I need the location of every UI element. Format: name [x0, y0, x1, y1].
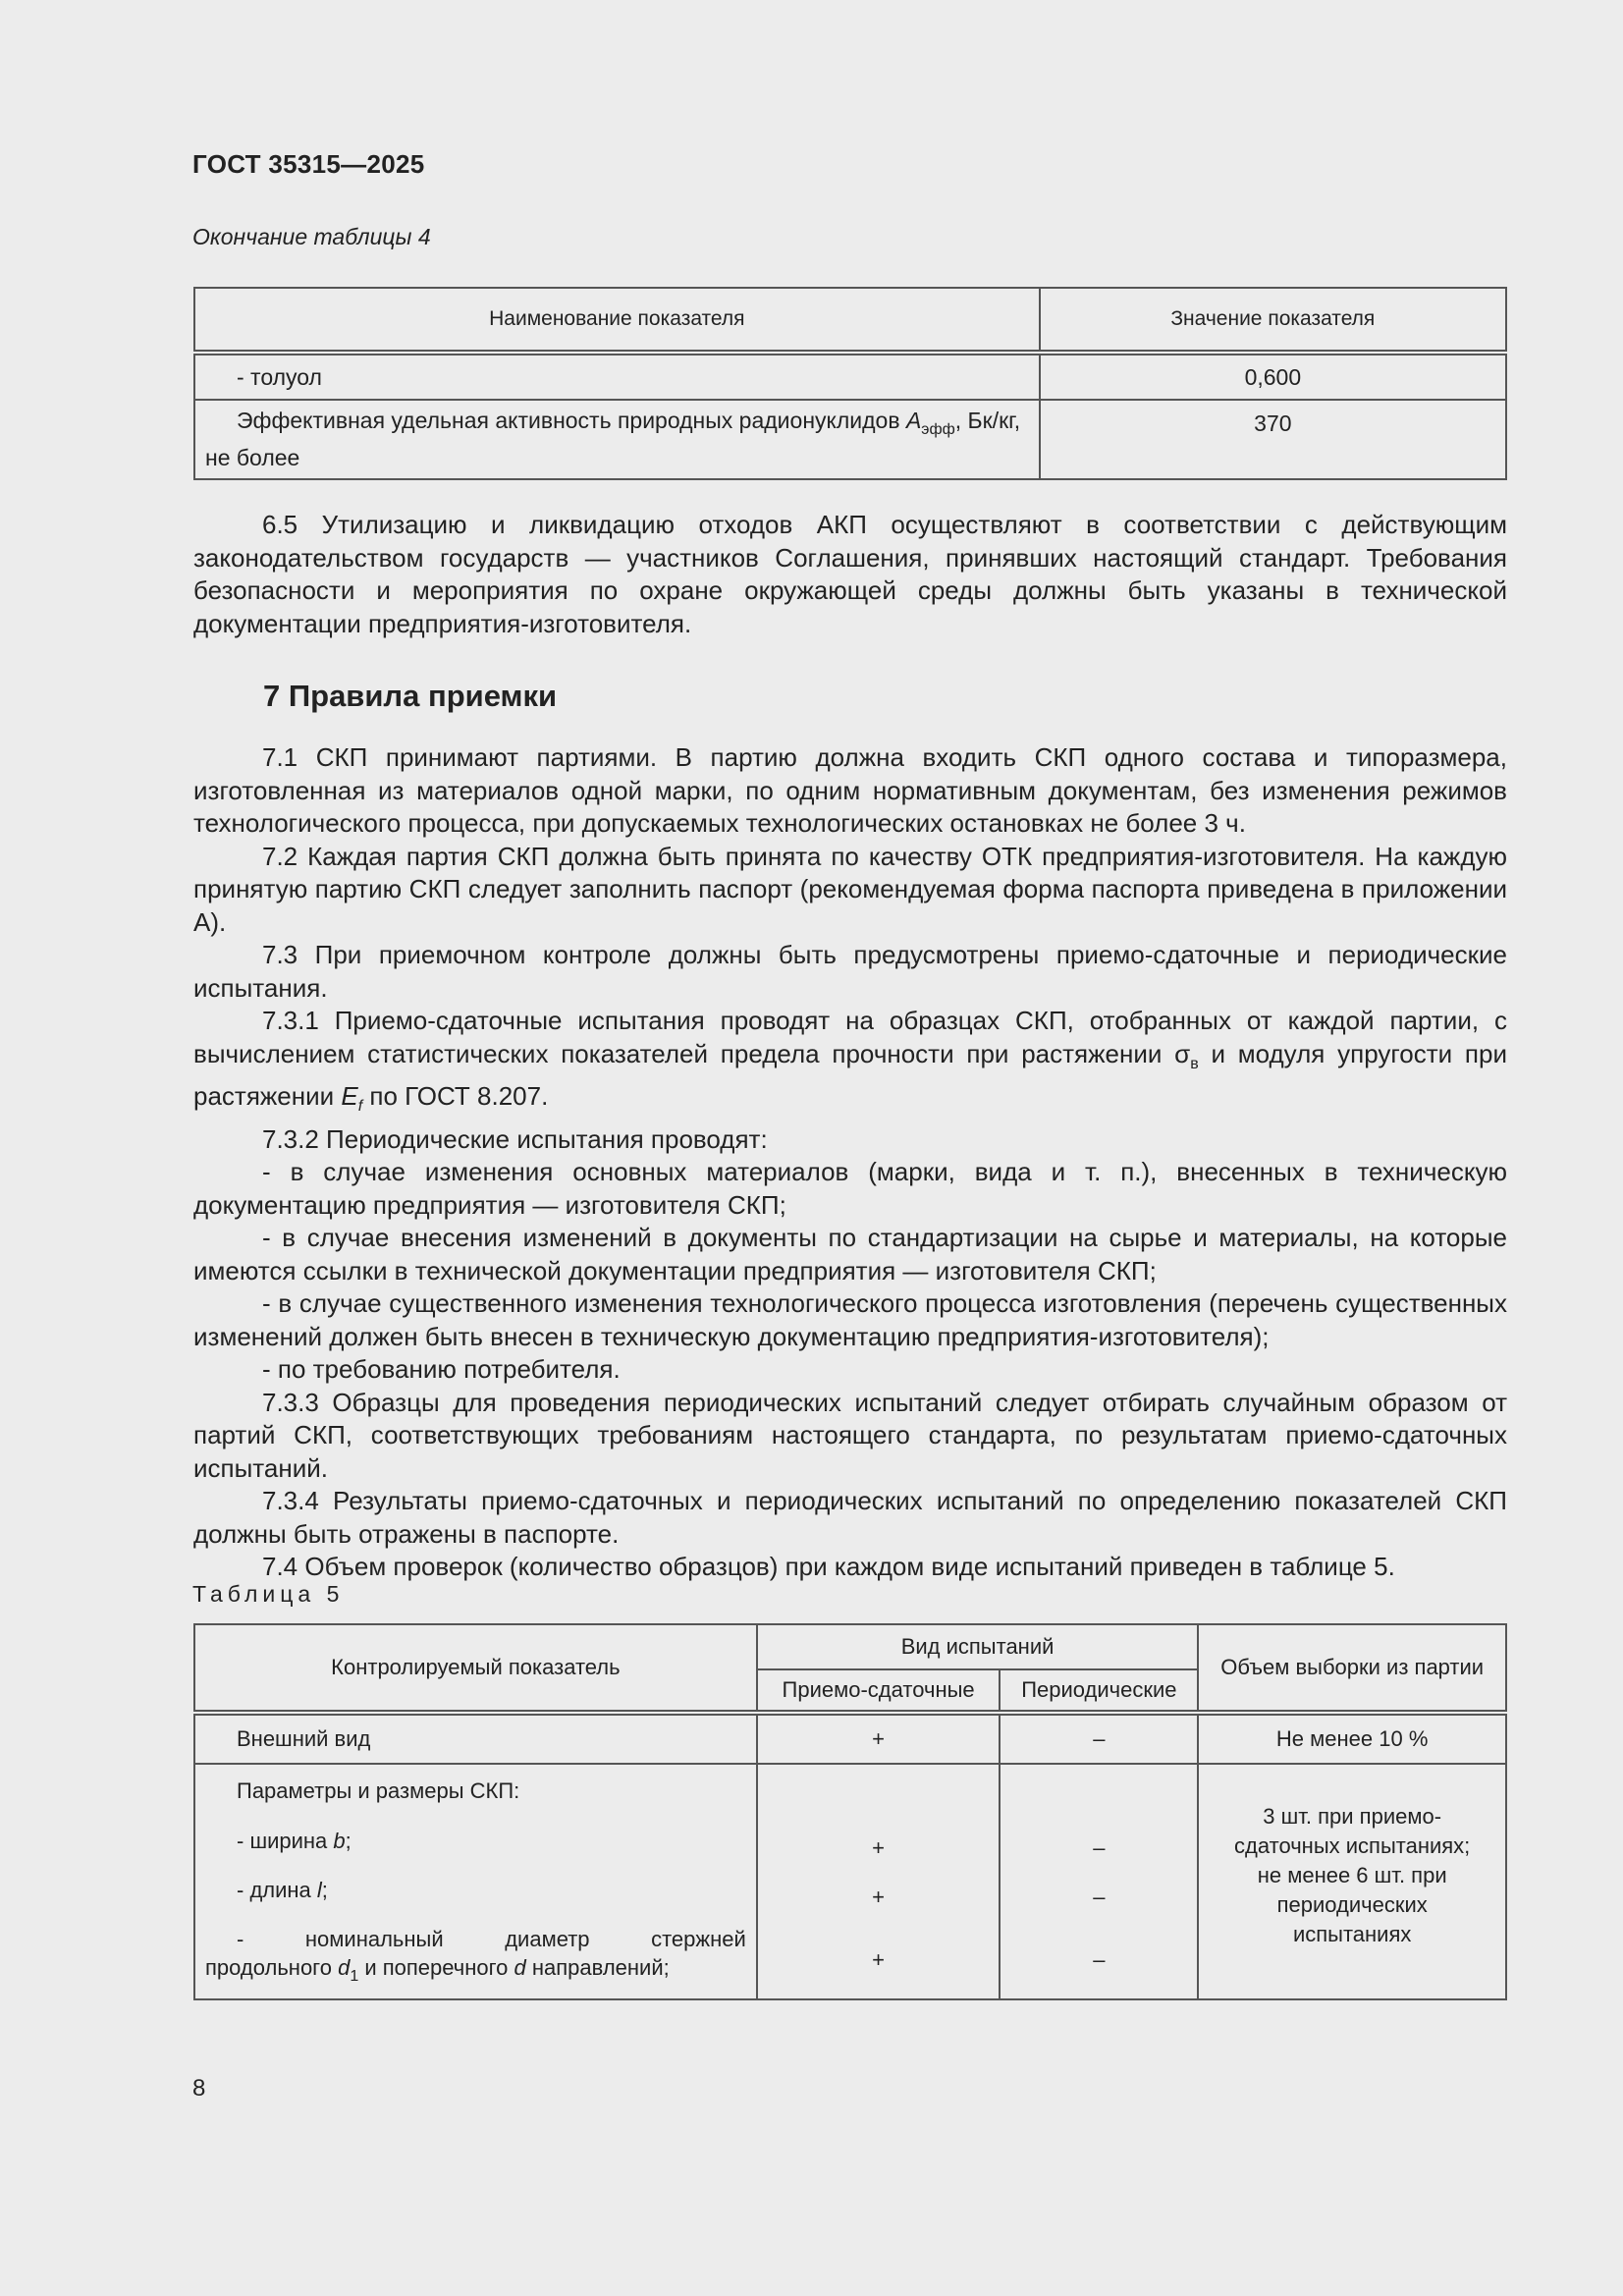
- group-title: Параметры и размеры СКП:: [237, 1778, 520, 1803]
- table-5: [193, 1623, 1507, 2000]
- header-indicator-value: Значение показателя: [1040, 288, 1506, 353]
- cell-mark: +: [872, 1835, 886, 1860]
- paragraph-7-3: 7.3 При приемочном контроле должны быть предусмотрены приемо-сдаточные и периодические испытания.: [193, 940, 1507, 1003]
- row-name: - толуол: [194, 353, 1040, 400]
- cell-mark: –: [1093, 1885, 1106, 1909]
- list-item: - в случае существенного изменения технологического процесса изготовления (перечень существенных изменений должен быть внесен в техническую документацию предприятия-изготовителя);: [193, 1288, 1507, 1351]
- list-item-continuation: продольного $d_1$ и поперечного d направлений;: [205, 1955, 670, 1985]
- row-value: 0,600: [1040, 353, 1506, 400]
- cell-mark: –: [1093, 1947, 1106, 1972]
- list-item: - длина l;: [237, 1878, 328, 1902]
- table-4: [193, 287, 1507, 480]
- header-acceptance: Приемо-сдаточные: [757, 1669, 1001, 1713]
- header-param: Контролируемый показатель: [194, 1624, 757, 1713]
- table-row: [194, 1713, 1506, 1764]
- cell-mark: +: [872, 1947, 886, 1972]
- row-acceptance: +: [757, 1713, 1001, 1764]
- list-item: - ширина b;: [237, 1829, 352, 1853]
- page-number: 8: [192, 2075, 206, 2102]
- list-item: - номинальный диаметр стержней: [237, 1927, 746, 1951]
- paragraph-7-3-3: 7.3.3 Образцы для проведения периодических испытаний следует отбирать случайным образом от партий СКП, соответствующих требованиям настоящего стандарта, по результатам приемо-сдаточных испытаний.: [193, 1387, 1507, 1483]
- paragraph-7-1: 7.1 СКП принимают партиями. В партию должна входить СКП одного состава и типоразмера, изготовленная из материалов одной марки, по одним нормативным документам, без изменения режимов технологического процесса, при допускаемых технологических остановках не более 3 ч.: [193, 742, 1507, 838]
- table-header-row: [194, 288, 1506, 353]
- paragraph-7-3-2: 7.3.2 Периодические испытания проводят:: [262, 1123, 768, 1154]
- paragraph-7-2: 7.2 Каждая партия СКП должна быть принята по качеству ОТК предприятия-изготовителя. На каждую принятую партию СКП следует заполнить паспорт (рекомендуемая форма паспорта приведена в приложении А).: [193, 841, 1507, 937]
- group-periodic: [1000, 1764, 1198, 1999]
- row-periodic: –: [1000, 1713, 1198, 1764]
- paragraph-7-3-4: 7.3.4 Результаты приемо-сдаточных и периодических испытаний по определению показателей СКП должны быть отражены в паспорте.: [193, 1486, 1507, 1549]
- cell-mark: –: [1093, 1835, 1106, 1860]
- row-name: Эффективная удельная активность природных радионуклидов $A_{эфф}$, Бк/кг, не более: [194, 400, 1040, 479]
- paragraph-6-5: 6.5 Утилизацию и ликвидацию отходов АКП осуществляют в соответствии с действующим законодательством государств — участников Соглашения, принявших настоящий стандарт. Требования безопасности и мероприятия по охране окружающей среды должны быть указаны в технической документации предприятия-изготовителя.: [193, 510, 1507, 638]
- row-name: Внешний вид: [194, 1713, 757, 1764]
- paragraph-7-3-1: 7.3.1 Приемо-сдаточные испытания проводят на образцах СКП, отобранных от каждой партии, с вычислением статистических показателей предела прочности при растяжении $\sigma_в$ и модуля упругости при растяжении $E_f$ по ГОСТ 8.207.: [193, 1006, 1507, 1115]
- table-row-group: [194, 1764, 1506, 1999]
- header-sample: Объем выборки из партии: [1198, 1624, 1506, 1713]
- list-item: - по требованию потребителя.: [262, 1354, 621, 1384]
- table-continuation-label: Окончание таблицы 4: [192, 224, 431, 249]
- list-item: - в случае изменения основных материалов (марки, вида и т. п.), внесенных в техническую документацию предприятия — изготовителя СКП;: [193, 1157, 1507, 1220]
- header-indicator-name: Наименование показателя: [194, 288, 1040, 353]
- document-id: ГОСТ 35315—2025: [192, 149, 425, 179]
- header-test-type: Вид испытаний: [757, 1624, 1199, 1669]
- section-title: 7 Правила приемки: [263, 679, 558, 713]
- header-periodic: Периодические: [1000, 1669, 1198, 1713]
- list-item: - в случае внесения изменений в документы по стандартизации на сырье и материалы, на которые имеются ссылки в технической документации предприятия — изготовителя СКП;: [193, 1223, 1507, 1285]
- table-row: [194, 353, 1506, 400]
- row-value: 370: [1040, 400, 1506, 479]
- table-header-row: [194, 1624, 1506, 1669]
- group-acceptance: [757, 1764, 1001, 1999]
- table-row: [194, 400, 1506, 479]
- table-5-caption: Таблица 5: [192, 1581, 345, 1607]
- paragraph-7-4: 7.4 Объем проверок (количество образцов) при каждом виде испытаний приведен в таблице 5.: [262, 1552, 1395, 1581]
- cell-mark: +: [872, 1885, 886, 1909]
- group-params: [194, 1764, 757, 1999]
- row-sample: Не менее 10 %: [1198, 1713, 1506, 1764]
- group-sample: 3 шт. при приемо-сдаточных испытаниях; не менее 6 шт. при периодических испытаниях: [1198, 1764, 1506, 1999]
- section-7-body: [193, 741, 1507, 1584]
